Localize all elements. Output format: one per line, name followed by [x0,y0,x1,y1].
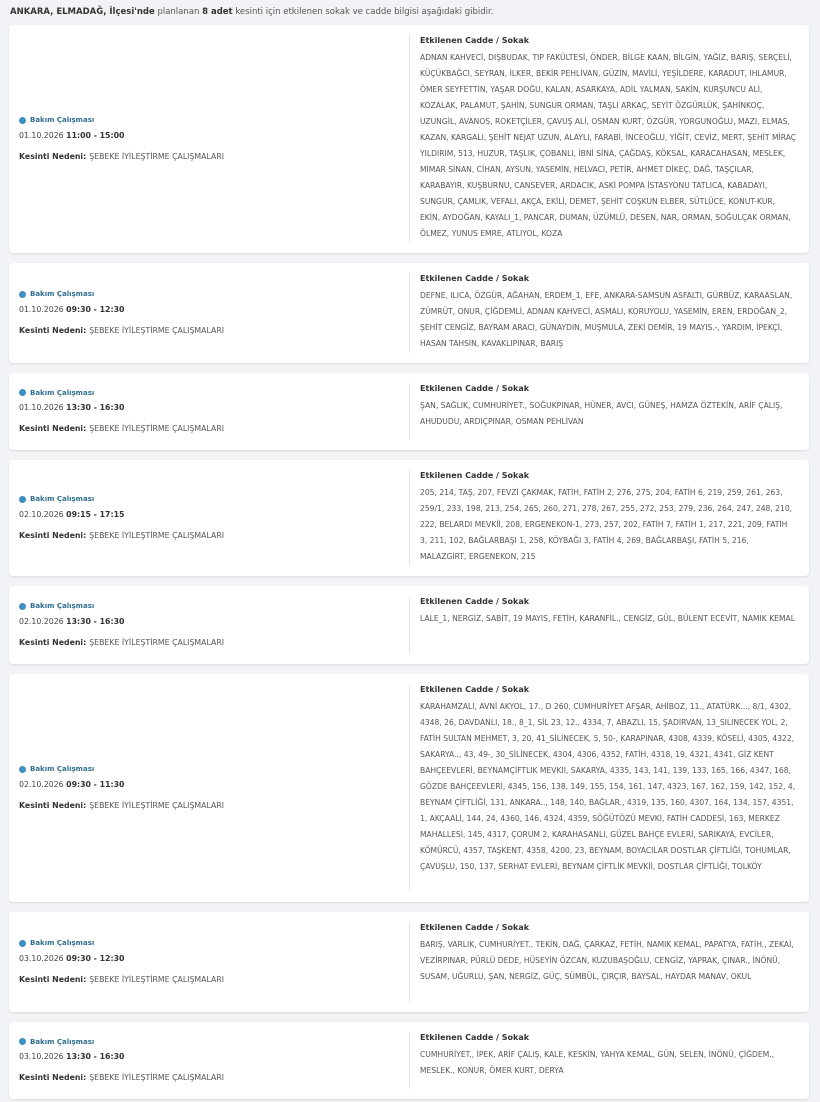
outage-reason [19,1073,409,1085]
reason-value: ŞEBEKE İYİLEŞTİRME ÇALIŞMALARI [89,800,225,810]
maintenance-badge [19,115,409,126]
outage-date: 01.10.2026 [19,130,64,140]
outage-time: 09:30 - 12:30 [66,304,125,314]
affected-streets [410,25,809,253]
reason-label: Kesinti Nedeni: [19,151,87,161]
outage-date: 03.10.2026 [19,1052,64,1061]
badge-label: Bakım Çalışması [30,388,95,397]
outage-reason [19,326,409,338]
summary-location: ANKARA, ELMADAĞ, İlçesi'nde [10,7,155,17]
streets-title: Etkilenen Cadde / Sokak [420,923,530,932]
badge-label: Bakım Çalışması [30,765,95,773]
outage-datetime [19,510,409,522]
outage-info [9,263,409,363]
outage-reason [19,801,409,813]
maintenance-badge [19,387,409,398]
maintenance-badge [19,938,409,949]
reason-value: ŞEBEKE İYİLEŞTİRME ÇALIŞMALARI [89,151,225,161]
badge-label: Bakım Çalışması [30,602,95,610]
outage-reason [19,424,409,436]
reason-label: Kesinti Nedeni: [19,800,87,810]
outage-date: 01.10.2026 [19,304,64,314]
outage-card [9,586,809,664]
outage-datetime [19,131,409,143]
reason-value: ŞEBEKE İYİLEŞTİRME ÇALIŞMALARI [89,974,225,984]
outage-datetime [19,780,409,792]
reason-value: ŞEBEKE İYİLEŞTİRME ÇALIŞMALARI [89,530,225,540]
affected-streets [410,912,809,1012]
outage-time: 13:30 - 16:30 [66,616,125,626]
maintenance-badge [19,764,409,775]
outage-card [9,674,809,902]
status-dot-icon [19,603,26,610]
affected-streets [410,586,809,664]
affected-streets [410,460,809,576]
outage-datetime [19,617,409,629]
outage-card [9,912,809,1012]
streets-title: Etkilenen Cadde / Sokak [420,685,530,694]
status-dot-icon [19,940,26,947]
outage-reason [19,975,409,987]
maintenance-badge [19,601,409,612]
streets-list: KARAHAMZALI, AVNİ AKYOL, 17., D 260, CUMHURİYET AFŞAR, AHİBOZ, 11., ATATÜRK..., 8/1, 4302, 4348, 26, DAVDANLI, 18., 8_1, SİL 23, 12., 4334, 7, ABAZLI, 15, ŞADIRVAN, 13_SILINECEK YOL, 2, FATİH SULTAN MEHMET, 3, 20, 41_SİLİNECEK, 5, 50-, KARAPINAR, 4308, 4339, KÖSELİ, 4305, 4322, SAKARYA.., 43, 49-, 30_SİLİNECEK, 4304, 4306, 4352, FATİH, 4318, 19, 4321, 4341, GİZ KENT BAHÇEEVLERİ, BEYNAMÇİFTLIK MEVKII, SAKARYA, 4335, 143, 141, 139, 133, 165, 166, 4347, 168, GÖZDE BAHÇEEVLERİ, 4345, 156, 138, 149, 155, 154, 161, 147, 4323, 167, 162, 159, 142, 152, 4, BEYNAM ÇİFTLİĞİ, 131, ANKARA.., 148, 140, BAĞLAR., 4319, 135, 160, 4307, 164, 134, 157, 4351, 1, AKÇAALİ, 144, 24, 4360, 146, 4324, 4359, SÖĞÜTÖZÜ MEVKİ, FATİH CADDESİ, 163, MERKEZ MAHALLESİ, 145, 4317, ÇORUM 2, KARAHASANLI, GÜZEL BAHÇE EVLERİ, SARIKAYA, EVCİLER, KÖMÜRCÜ, 4357, TAŞKENT, 4358, 4200, 23, BEYNAM, BOYACILAR DOSTLAR ÇİFTLİĞİ, TOHUMLAR, ÇAVUŞLU, 150, 137, SERHAT EVLERİ, BEYNAM ÇİFTLİK MEVKİİ, DOSTLAR ÇİFTLİĞİ, TOLKÖY [420,702,796,871]
affected-streets [410,373,809,450]
streets-title: Etkilenen Cadde / Sokak [420,384,530,393]
outage-date: 02.10.2026 [19,616,64,626]
outage-datetime [19,403,409,415]
reason-value: ŞEBEKE İYİLEŞTİRME ÇALIŞMALARI [89,424,225,433]
reason-label: Kesinti Nedeni: [19,1073,87,1082]
reason-label: Kesinti Nedeni: [19,637,87,647]
streets-list: CUMHURİYET., İPEK, ARİF ÇALIŞ, KALE, KESKİN, YAHYA KEMAL, GÜN, SELEN, İNÖNÜ, ÇİĞDEM., MESLEK., KONUR, ÖMER KURT, DERYA [420,1050,775,1075]
maintenance-badge [19,289,409,300]
reason-label: Kesinti Nedeni: [19,974,87,984]
outage-card [9,25,809,253]
affected-streets [410,263,809,363]
outage-datetime [19,305,409,317]
outage-time: 13:30 - 16:30 [66,403,125,412]
maintenance-badge [19,1036,409,1047]
outage-date: 03.10.2026 [19,953,64,963]
status-dot-icon [19,496,26,503]
outage-time: 13:30 - 16:30 [66,1052,125,1061]
affected-streets [410,674,809,902]
reason-value: ŞEBEKE İYİLEŞTİRME ÇALIŞMALARI [89,325,225,335]
affected-streets [410,1022,809,1099]
badge-label: Bakım Çalışması [30,1037,95,1046]
streets-list: 205, 214, TAŞ, 207, FEVZİ ÇAKMAK, FATİH, FATİH 2, 276, 275, 204, FATİH 6, 219, 259, 261, 263, 259/1, 233, 198, 213, 254, 265, 260, 271, 278, 267, 255, 272, 253, 279, 236, 264, 247, 248, 210, 222, BELARDI MEVKİİ, 208, ERGENEKON-1, 273, 257, 202, FATİH 7, FATİH 1, 217, 221, 209, FATİH 3, 211, 102, BAĞLARBAŞI 1, 258, KÖYBAĞI 3, FATİH 4, 269, BAĞLARBAŞI, FATİH 5, 216, MALAZGİRT, ERGENEKON, 215 [420,488,793,561]
outage-summary [0,0,820,25]
outage-time: 09:15 - 17:15 [66,509,125,519]
outage-list [0,25,820,1099]
badge-label: Bakım Çalışması [30,495,95,503]
badge-label: Bakım Çalışması [30,116,95,124]
outage-card [9,373,809,450]
streets-title: Etkilenen Cadde / Sokak [420,1033,530,1042]
reason-label: Kesinti Nedeni: [19,530,87,540]
streets-list: ŞAN, SAĞLIK, CUMHURİYET., SOĞUKPINAR, HÜNER, AVCI, GÜNEŞ, HAMZA ÖZTEKİN, ARİF ÇALIŞ, AHUDUDU, ARDIÇPINAR, OSMAN PEHLİVAN [420,401,783,426]
outage-time: 09:30 - 12:30 [66,953,125,963]
outage-datetime [19,954,409,966]
outage-reason [19,531,409,543]
reason-label: Kesinti Nedeni: [19,325,87,335]
status-dot-icon [19,1038,26,1045]
summary-rest: kesinti için etkilenen sokak ve cadde bilgisi aşağıdaki gibidir. [235,7,494,17]
summary-count: 8 adet [202,7,233,17]
streets-title: Etkilenen Cadde / Sokak [420,274,530,283]
status-dot-icon [19,291,26,298]
outage-card [9,460,809,576]
outage-card [9,1022,809,1099]
reason-label: Kesinti Nedeni: [19,424,87,433]
outage-info [9,586,409,664]
outage-info [9,373,409,450]
summary-planned: planlanan [157,7,200,17]
outage-date: 01.10.2026 [19,403,64,412]
outage-info [9,674,409,902]
streets-title: Etkilenen Cadde / Sokak [420,36,530,45]
streets-list: DEFNE, ILICA, ÖZGÜR, AĞAHAN, ERDEM_1, EFE, ANKARA-SAMSUN ASFALTI, GÜRBÜZ, KARAASLAN, ZÜMRÜT, ONUR, ÇİĞDEMLİ, ADNAN KAHVECİ, ASMALI, KORUYOLU, YASEMİN, EREN, ERDOĞAN_2, ŞEHİT CENGİZ, BAYRAM ARACI, GÜNAYDIN, MUŞMULA, ZEKİ DEMİR, 19 MAYIS.-, YARDIM, İPEKÇİ, HASAN TAHSİN, KAVAKLIPINAR, BARIŞ [420,291,793,348]
maintenance-badge [19,494,409,505]
outage-datetime [19,1052,409,1064]
outage-info [9,25,409,253]
outage-date: 02.10.2026 [19,779,64,789]
outage-time: 11:00 - 15:00 [66,130,125,140]
outage-time: 09:30 - 11:30 [66,779,125,789]
streets-list: ADNAN KAHVECİ, DIŞBUDAK, TIP FAKÜLTESİ, ÖNDER, BİLGE KAAN, BİLGİN, YAĞIZ, BARIŞ, SERÇELİ, KÜÇÜKBAĞCI, SEYRAN, İLKER, BEKİR PEHLİVAN, GÜZİN, MAVİLİ, YEŞİLDERE, KARADUT, IHLAMUR, ÖMER SEYFETTİN, YAŞAR DOĞU, KALAN, ASARKAYA, ADİL YALMAN, SAKİN, KURŞUNCU ALİ, KOZALAK, PALAMUT, ŞAHİN, SUNGUR ORMAN, TAŞLI ARKAÇ, SEYİT ÖZGÜRLÜK, ŞAHİNKOÇ, UZUNGİL, AVANOS, ROKETÇİLER, ÇAVUŞ ALİ, OSMAN KURT, ÖZGÜR, YORGUNOĞLU, MAZI, ELMAS, KAZAN, KARGALI, ŞEHİT NEJAT UZUN, ALAYLI, FARABİ, İNCEOĞLU, YİĞİT, CEVİZ, MERT, ŞEHİT MİRAÇ YILDIRIM, 513, HUZUR, TAŞLIK, ÇOBANLI, İBNİ SİNA, ÇAĞDAŞ, KÖKSAL, KARACAHASAN, MESLEK, MİMAR SİNAN, CİHAN, AYSUN, YASEMİN, HELVACI, PETİR, AHMET DİKEÇ, DAĞ, TAŞÇILAR, KARABAYIR, KUŞBURNU, CANSEVER, ARDACIK, ASKİ POMPA İSTASYONU TATLICA, KABADAYI, SUNGUR, ÇAMLIK, VEFALI, AKÇA, EKİLİ, DEMET, ŞEHİT COŞKUN ELBER, SÜTLÜCE, KONUT-KUR, EKİN, AYDOĞAN, KAYALI_1, PANCAR, DUMAN, ÜZÜMLÜ, DESEN, NAR, ORMAN, SOĞULÇAK ORMAN, ÖLMEZ, YUNUS EMRE, ATLIYOL, KOZA [420,53,797,238]
streets-list: BARIŞ, VARLIK, CUMHURİYET., TEKİN, DAĞ, ÇARKAZ, FETİH, NAMIK KEMAL, PAPATYA, FATİH., ZEKAİ, VEZİRPINAR, PÜRLÜ DEDE, HÜSEYİN ÖZCAN, KUZUBAŞOĞLU, CENGİZ, YAPRAK, ÇINAR., İNÖNÜ, SUSAM, UĞURLU, ŞAN, NERGİZ, GÜÇ, SÜMBÜL, ÇIRÇIR, BAYSAL, HAYDAR MANAV, OKUL [420,940,794,981]
reason-value: ŞEBEKE İYİLEŞTİRME ÇALIŞMALARI [89,637,225,647]
status-dot-icon [19,389,26,396]
streets-title: Etkilenen Cadde / Sokak [420,597,530,606]
outage-reason [19,638,409,650]
outage-reason [19,152,409,164]
outage-card [9,263,809,363]
streets-list: LALE_1, NERGİZ, SABİT, 19 MAYIS, FETİH, KARANFİL., CENGİZ, GÜL, BÜLENT ECEVİT, NAMIK KEMAL [420,614,795,623]
status-dot-icon [19,117,26,124]
outage-date: 02.10.2026 [19,509,64,519]
status-dot-icon [19,766,26,773]
streets-title: Etkilenen Cadde / Sokak [420,471,530,480]
outage-info [9,460,409,576]
outage-info [9,1022,409,1099]
badge-label: Bakım Çalışması [30,939,95,947]
reason-value: ŞEBEKE İYİLEŞTİRME ÇALIŞMALARI [89,1073,225,1082]
badge-label: Bakım Çalışması [30,290,95,298]
outage-info [9,912,409,1012]
